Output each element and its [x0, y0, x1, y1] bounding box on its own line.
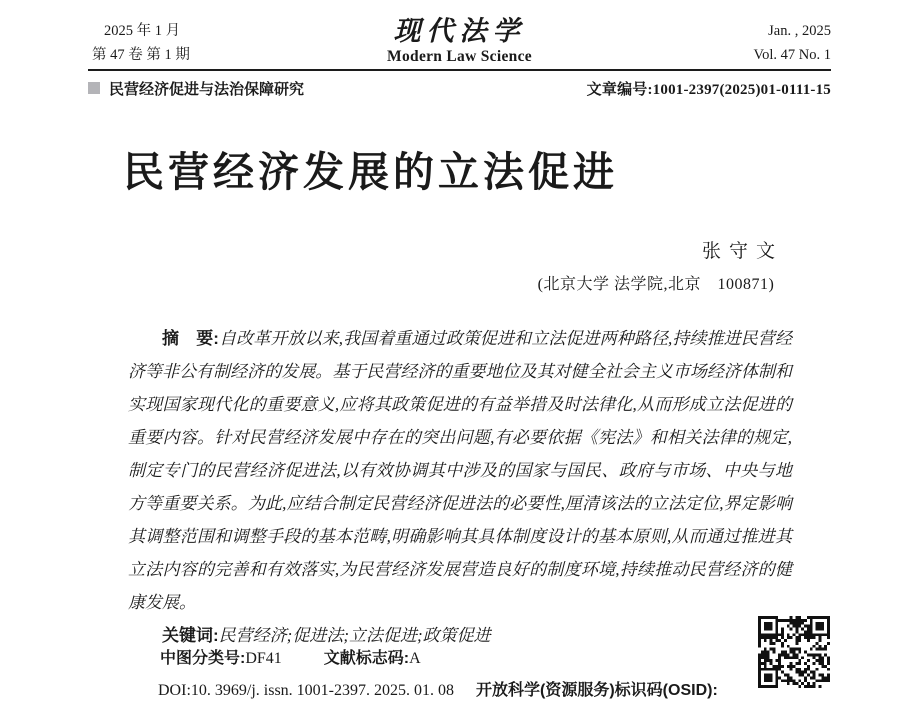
header-divider: [88, 69, 831, 71]
author-name: 张守文: [702, 241, 784, 262]
doi-value: 10. 3969/j. issn. 1001-2397. 2025. 01. 08: [190, 682, 455, 699]
keywords-label: 关键词:: [162, 626, 219, 645]
doi-line: [158, 677, 718, 700]
classification-line: [160, 645, 421, 668]
keywords-text: 民营经济;促进法;立法促进;政策促进: [218, 626, 491, 645]
article-number: 文章编号:1001-2397(2025)01-0111-15: [586, 81, 831, 98]
volume-issue-en: Vol. 47 No. 1: [753, 47, 831, 63]
issue-date-cn: 2025 年 1 月: [104, 23, 181, 39]
doc-code-value: A: [409, 650, 421, 667]
issue-date-en: Jan. , 2025: [768, 23, 831, 39]
clc-value: DF41: [245, 650, 282, 667]
article-title: 民营经济发展的立法促进: [123, 149, 618, 195]
abstract-paragraph: [128, 322, 792, 619]
clc-label: 中图分类号:: [160, 650, 246, 667]
osid-qr-code: [758, 616, 830, 688]
column-bullet-icon: [88, 82, 100, 94]
column-title: 民营经济促进与法治保障研究: [109, 80, 305, 98]
header-right: [754, 19, 831, 67]
volume-issue-cn: 第 47 卷 第 1 期: [92, 47, 190, 63]
abstract-block: [128, 322, 792, 652]
journal-title-cn: 现代法学: [393, 16, 526, 46]
abstract-label: 摘 要:: [162, 329, 219, 348]
osid-label: 开放科学(资源服务)标识码(OSID):: [476, 682, 718, 699]
abstract-text: 自改革开放以来,我国着重通过政策促进和立法促进两种路径,持续推进民营经济等非公有制经济的发展。基于民营经济的重要地位及其对健全社会主义市场经济体制和实现国家现代化的重要意义,应将其政策促进的有益举措及时法律化,从而形成立法促进的重要内容。针对民营经济发展中存在的突出问题,有必要依据《宪法》和相关法律的规定,制定专门的民营经济促进法,以有效协调其中涉及的国家与国民、政府与市场、中央与地方等重要关系。为此,应结合制定民营经济促进法的必要性,厘清该法的立法定位,界定影响其调整范围和调整手段的基本范畴,明确影响其具体制度设计的基本原则,从而通过推进其立法内容的完善和有效落实,为民营经济发展营造良好的制度环境,持续推动民营经济的健康发展。: [128, 329, 792, 612]
column-title-group: [88, 78, 304, 99]
header-center: [88, 16, 831, 68]
author-affiliation: (北京大学 法学院,北京 100871): [537, 276, 775, 293]
doi-label: DOI:: [158, 682, 191, 699]
column-bar: [88, 78, 831, 98]
doc-code-label: 文献标志码:: [323, 650, 410, 667]
journal-title-en: Modern Law Science: [387, 48, 532, 65]
